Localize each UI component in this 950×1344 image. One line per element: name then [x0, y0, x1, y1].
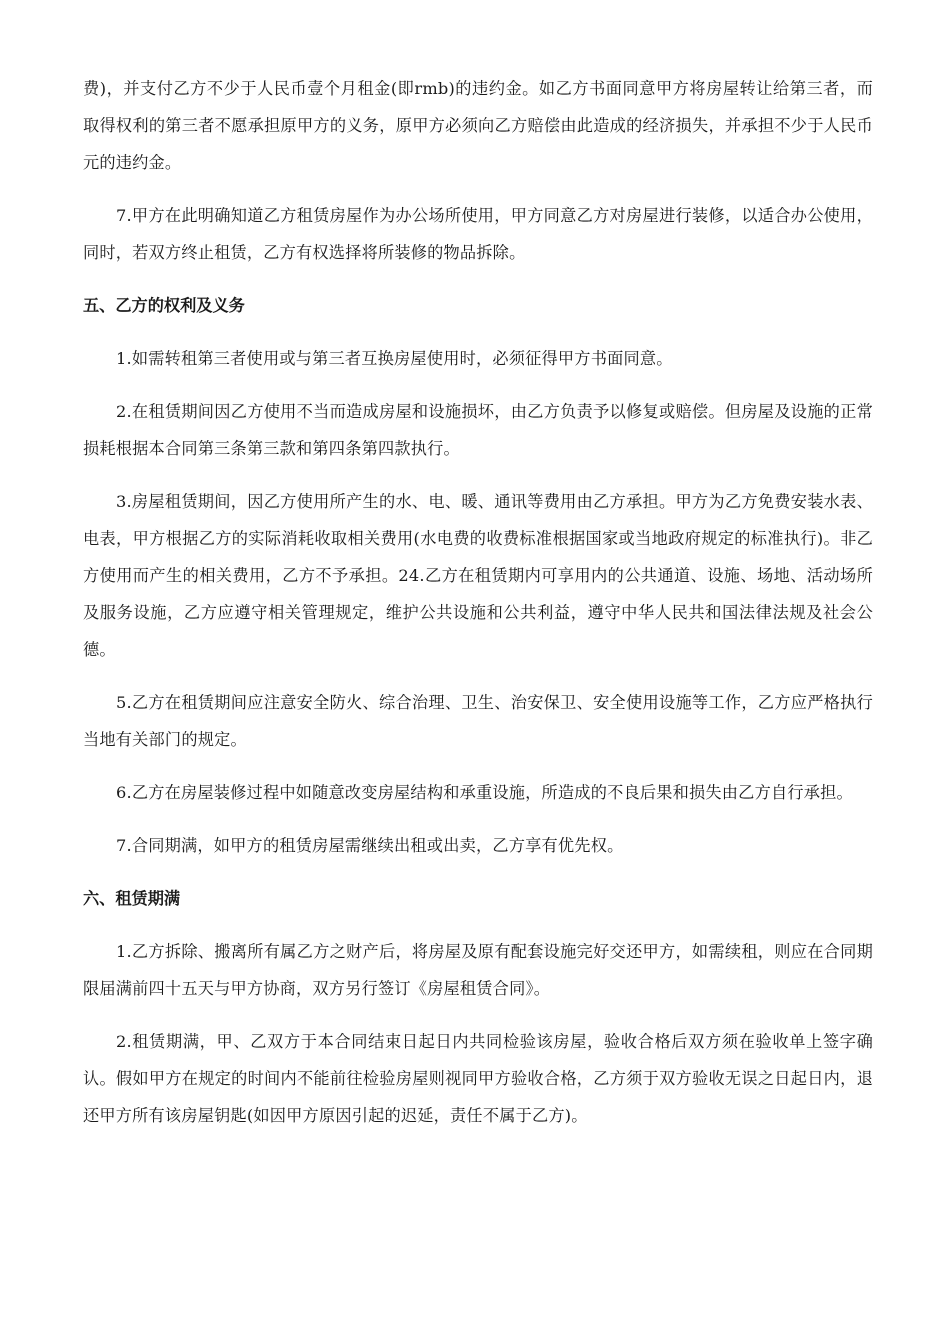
section5-item-6: 6.乙方在房屋装修过程中如随意改变房屋结构和承重设施，所造成的不良后果和损失由乙方自行承担。	[116, 783, 853, 802]
section5-item-5: 5.乙方在租赁期间应注意安全防火、综合治理、卫生、治安保卫、安全使用设施等工作，乙方应严格执行当地有关部门的规定。	[83, 693, 873, 749]
section5-item-7: 7.合同期满，如甲方的租赁房屋需继续出租或出卖，乙方享有优先权。	[116, 836, 624, 855]
section5-item-1: 1.如需转租第三者使用或与第三者互换房屋使用时，必须征得甲方书面同意。	[116, 349, 673, 368]
section6-item-1: 1.乙方拆除、搬离所有属乙方之财产后，将房屋及原有配套设施完好交还甲方，如需续租，则应在合同期限届满前四十五天与甲方协商，双方另行签订《房屋租赁合同》。	[83, 942, 873, 998]
section4-item-7: 7.甲方在此明确知道乙方租赁房屋作为办公场所使用，甲方同意乙方对房屋进行装修，以适合办公使用，同时，若双方终止租赁，乙方有权选择将所装修的物品拆除。	[83, 206, 873, 262]
section5-item-2: 2.在租赁期间因乙方使用不当而造成房屋和设施损坏，由乙方负责予以修复或赔偿。但房屋及设施的正常损耗根据本合同第三条第三款和第四条第四款执行。	[83, 402, 873, 458]
document-page	[83, 70, 873, 1150]
section6-item-2: 2.租赁期满，甲、乙双方于本合同结束日起日内共同检验该房屋，验收合格后双方须在验收单上签字确认。假如甲方在规定的时间内不能前往检验房屋则视同甲方验收合格，乙方须于双方验收无误之日起日内，退还甲方所有该房屋钥匙(如因甲方原因引起的迟延，责任不属于乙方)。	[83, 1032, 873, 1125]
section5-item-3: 3.房屋租赁期间，因乙方使用所产生的水、电、暖、通讯等费用由乙方承担。甲方为乙方免费安装水表、电表，甲方根据乙方的实际消耗收取相关费用(水电费的收费标准根据国家或当地政府规定的标准执行)。非乙方使用而产生的相关费用，乙方不予承担。24.乙方在租赁期内可享用内的公共通道、设施、场地、活动场所及服务设施，乙方应遵守相关管理规定，维护公共设施和公共利益，遵守中华人民共和国法律法规及社会公德。	[83, 492, 873, 659]
section6-heading: 六、租赁期满	[83, 889, 181, 908]
section5-heading: 五、乙方的权利及义务	[83, 296, 245, 315]
intro-paragraph: 费)，并支付乙方不少于人民币壹个月租金(即rmb)的违约金。如乙方书面同意甲方将房屋转让给第三者，而取得权利的第三者不愿承担原甲方的义务，原甲方必须向乙方赔偿由此造成的经济损失，并承担不少于人民币元的违约金。	[83, 79, 873, 172]
